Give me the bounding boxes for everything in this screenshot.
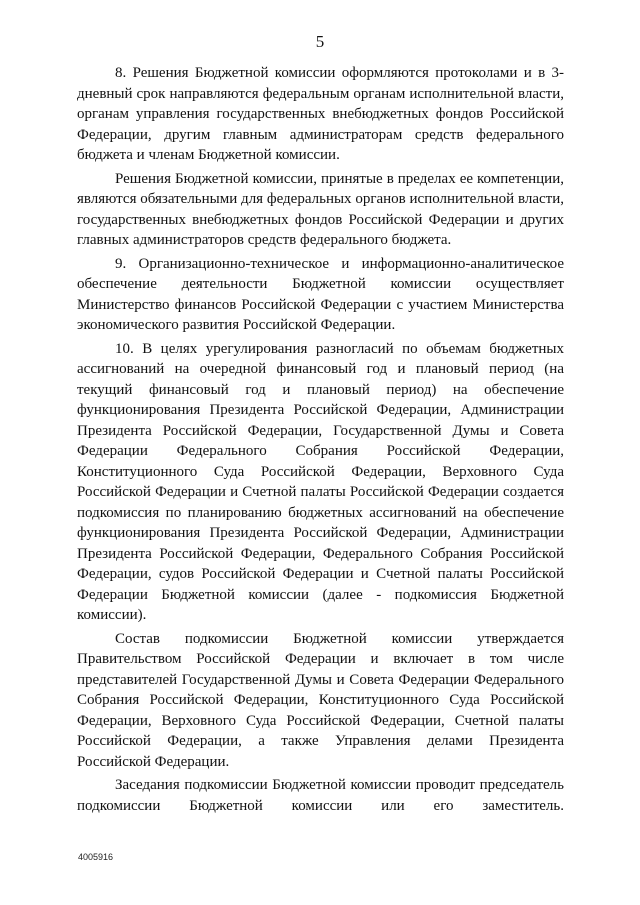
page-number: 5 — [315, 32, 325, 51]
paragraph-decisions-binding: Решения Бюджетной комиссии, принятые в пределах ее компетенции, являются обязательными для федеральных органов исполнительной власти, государственных внебюджетных фондов Российской Федерации и других главных администраторов средств федерального бюджета. — [77, 170, 564, 248]
paragraph-8-decisions: 8. Решения Бюджетной комиссии оформляются протоколами и в 3-дневный срок направляются федеральным органам исполнительной власти, органам управления государственных внебюджетных фондов Российской Федерации, другим главным администраторам средств федерального бюджета и членам Бюджетной комиссии. — [77, 65, 564, 163]
paragraph-9-support: 9. Организационно-техническое и информационно-аналитическое обеспечение деятельности Бюджетной комиссии осуществляет Министерство финансов Российской Федерации с участием Министерства экономического развития Российской Федерации. — [77, 255, 564, 333]
paragraph-subcommission-composition: Состав подкомиссии Бюджетной комиссии утверждается Правительством Российской Федерации и включает в том числе представителей Государственной Думы и Совета Федерации Федерального Собрания Российской Федерации, Конституционного Суда Российской Федерации, Верховного Суда Российской Федерации, Счетной палаты Российской Федерации, а также Управления делами Президента Российской Федерации. — [77, 630, 564, 770]
paragraph-10-subcommission: 10. В целях урегулирования разногласий по объемам бюджетных ассигнований на очередной финансовый год и плановый период (на текущий финансовый год и плановый период) на обеспечение функционирования Президента Российской Федерации, Администрации Президента Российской Федерации, Государственной Думы и Совета Федерации Федерального Собрания Российской Федерации, Конституционного Суда Российской Федерации, Верховного Суда Российской Федерации и Счетной палаты Российской Федерации создается подкомиссия по планированию бюджетных ассигнований на обеспечение функционирования Президента Российской Федерации, Администрации Президента Российской Федерации, Федерального Собрания Российской Федерации, судов Российской Федерации и Счетной палаты Российской Федерации Бюджетной комиссии (далее - подкомиссия Бюджетной комиссии). — [77, 340, 564, 623]
document-code: 4005916 — [78, 852, 114, 862]
paragraph-subcommission-meetings: Заседания подкомиссии Бюджетной комиссии проводит председатель подкомиссии Бюджетной комиссии или его заместитель. — [77, 777, 564, 814]
document-body — [77, 63, 564, 819]
